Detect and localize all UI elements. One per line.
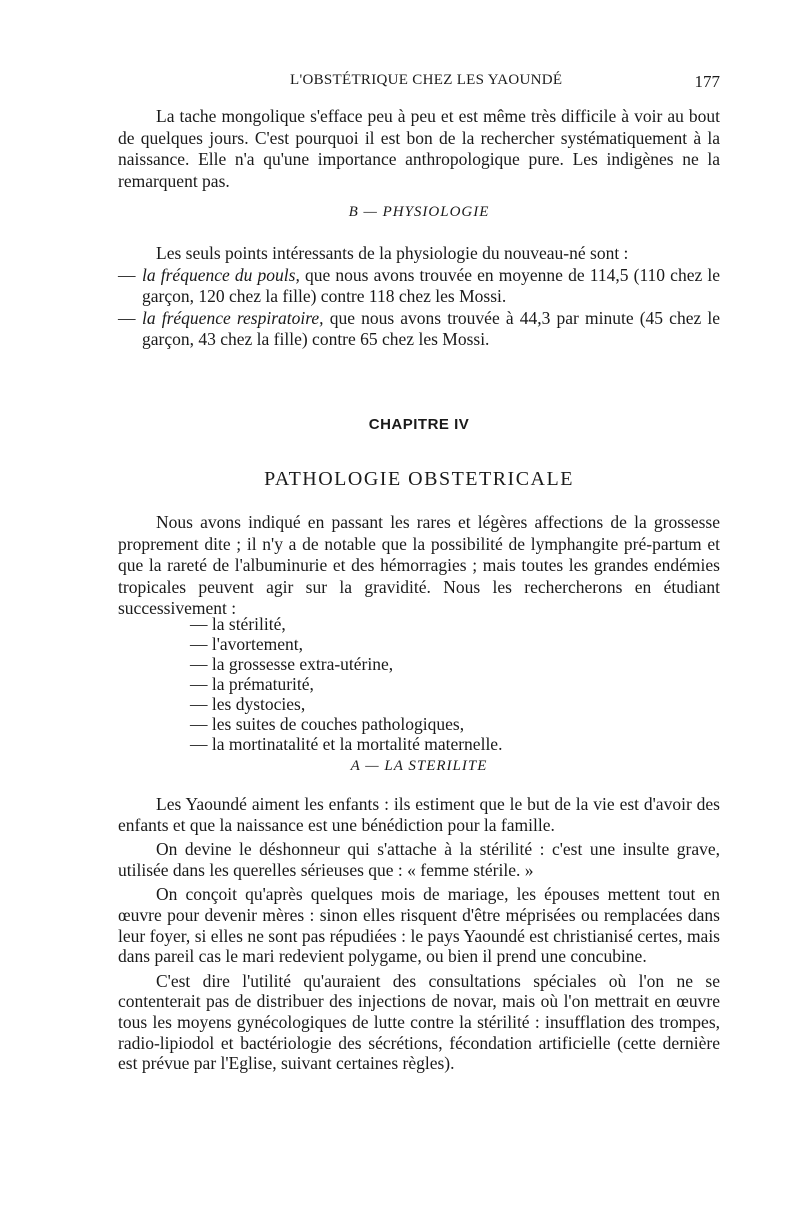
intro-paragraph: La tache mongolique s'efface peu à peu et est même très difficile à voir au bout de quelques jours. C'est pourquoi il est bon de la rechercher systématiquement à la naissance. Elle n'a qu'une importance anthropologique pure. Les indigènes ne la remarquent pas. (118, 106, 720, 191)
item-term: la fréquence du pouls, (142, 264, 300, 285)
item-text: que nous avons trouvée en moyenne de 114,5 (110 chez le garçon, 120 chez la fille) contre 118 chez les Mossi. (142, 264, 720, 306)
paragraph: C'est dire l'utilité qu'auraient des consultations spéciales où l'on ne se contenterait pas de distribuer des injections de novar, mais où l'on mettrait en œuvre tous les moyens gynécologiques de lutte contre la stérilité : insufflation des trompes, radio-lipiodol et bactériologie des sécrétions, fécondation artificielle (cette dernière est prévue par l'Eglise, suivant certaines règles). (118, 970, 720, 1074)
paragraph: Les Yaoundé aiment les enfants : ils estiment que le but de la vie est d'avoir des enfants et que la naissance est une bénédiction pour la famille. (118, 794, 720, 835)
list-item: — la prématurité, (190, 674, 502, 694)
list-item: — la grossesse extra-utérine, (190, 654, 502, 674)
page-number: 177 (694, 72, 720, 91)
topics-list (190, 614, 502, 754)
list-item: — la stérilité, (190, 614, 502, 634)
item-term: la fréquence respiratoire, (142, 307, 324, 328)
list-item: — les suites de couches pathologiques, (190, 714, 502, 734)
paragraph: On devine le déshonneur qui s'attache à la stérilité : c'est une insulte grave, utilisée dans les querelles sérieuses que : « femme stérile. » (118, 839, 720, 880)
section-b-heading: B — PHYSIOLOGIE (348, 204, 490, 220)
physiology-item (118, 308, 720, 351)
chapter-intro-block (118, 512, 720, 620)
dash: — (118, 264, 136, 285)
section-a-heading: A — LA STERILITE (350, 758, 488, 774)
physiology-lead: Les seuls points intéressants de la physiologie du nouveau-né sont : (156, 243, 629, 263)
sterility-block (118, 794, 720, 1074)
chapter-intro: Nous avons indiqué en passant les rares et légères affections de la grossesse proprement dite ; il n'y a de notable que la possibilité de lymphangite pré-partum et que la rareté de l'albuminurie et des hémorragies ; mais toutes les grandes endémies tropicales peuvent agir sur la gravidité. Nous les rechercherons en étudiant successivement : (118, 512, 720, 618)
physiology-block (118, 243, 720, 351)
item-text: que nous avons trouvée à 44,3 par minute (45 chez le garçon, 43 chez la fille) contre 65 chez les Mossi. (142, 307, 720, 349)
running-header (150, 72, 720, 96)
dash: — (118, 307, 136, 328)
chapter-label: CHAPITRE IV (368, 416, 470, 433)
list-item: — la mortinatalité et la mortalité maternelle. (190, 734, 502, 754)
list-item: — les dystocies, (190, 694, 502, 714)
physiology-item (118, 265, 720, 308)
paragraph: On conçoit qu'après quelques mois de mariage, les épouses mettent tout en œuvre pour devenir mères : sinon elles risquent d'être méprisées ou remplacées dans leur foyer, si elles ne sont pas répudiées : le pays Yaoundé est christianisé certes, mais dans pareil cas le mari redevient polygame, ou bien il prend une concubine. (118, 884, 720, 967)
chapter-title: PATHOLOGIE OBSTETRICALE (264, 468, 574, 490)
list-item: — l'avortement, (190, 634, 502, 654)
intro-block (118, 106, 720, 192)
running-title: L'OBSTÉTRIQUE CHEZ LES YAOUNDÉ (290, 72, 563, 88)
